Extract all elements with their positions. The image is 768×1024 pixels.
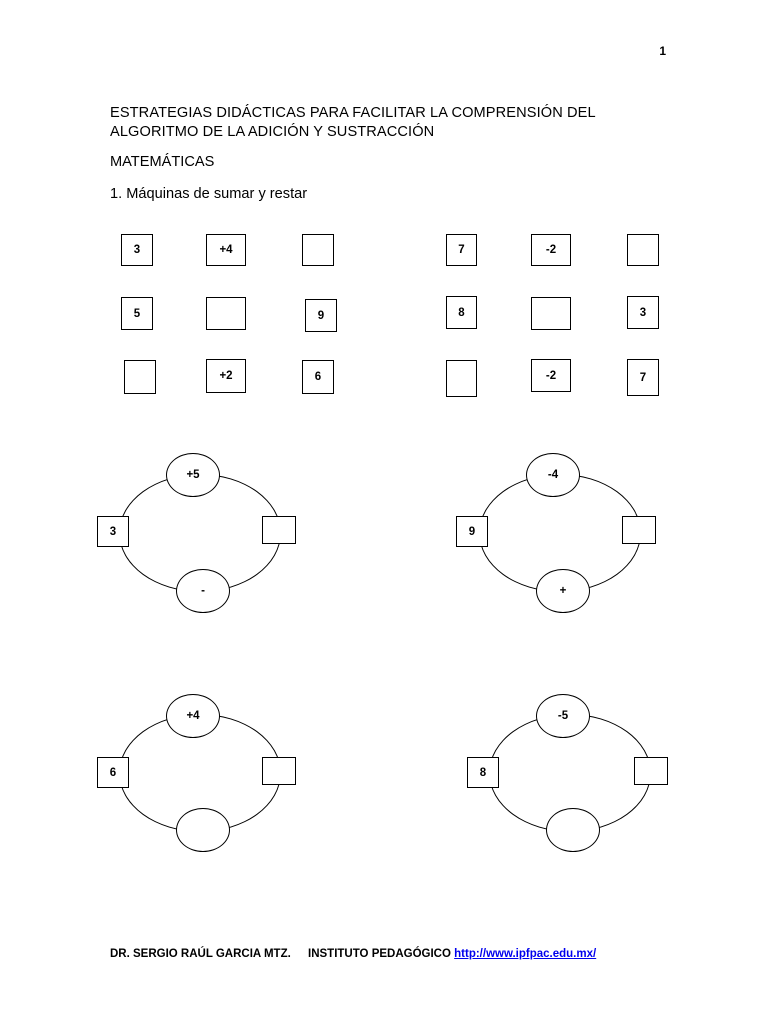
machine-operation-box[interactable] [206, 297, 246, 330]
page-footer [110, 948, 670, 960]
circuit-end-box[interactable] [262, 516, 296, 544]
footer-author: DR. SERGIO RAÚL GARCIA MTZ. [110, 948, 291, 960]
circuit-end-box[interactable] [622, 516, 656, 544]
document-title: ESTRATEGIAS DIDÁCTICAS PARA FACILITAR LA COMPRENSIÓN DEL ALGORITMO DE LA ADICIÓN Y SUSTRACCIÓN [110, 105, 596, 140]
machine-output-box[interactable]: 6 [302, 360, 334, 394]
footer-link[interactable]: http://www.ipfpac.edu.mx/ [454, 948, 597, 960]
circuit-top-operation[interactable]: +5 [166, 453, 220, 497]
machine-input-box[interactable] [446, 360, 477, 397]
circuit-end-box[interactable] [634, 757, 668, 785]
circuit-bottom-operation[interactable] [176, 808, 230, 852]
circuit-top-operation[interactable]: -5 [536, 694, 590, 738]
circuit-bottom-operation[interactable]: - [176, 569, 230, 613]
subject-heading: MATEMÁTICAS [110, 154, 215, 170]
circuit-end-box[interactable] [262, 757, 296, 785]
machine-operation-box[interactable]: +4 [206, 234, 246, 266]
machine-operation-box[interactable] [531, 297, 571, 330]
circuit-bottom-operation[interactable] [546, 808, 600, 852]
circuit-start-box[interactable]: 8 [467, 757, 499, 788]
machine-output-box[interactable] [627, 234, 659, 266]
circuit-top-operation[interactable]: -4 [526, 453, 580, 497]
section-heading: 1. Máquinas de sumar y restar [110, 186, 308, 202]
machine-operation-box[interactable]: +2 [206, 359, 246, 393]
machine-operation-box[interactable]: -2 [531, 359, 571, 392]
machine-output-box[interactable]: 7 [627, 359, 659, 396]
machine-input-box[interactable] [124, 360, 156, 394]
machine-input-box[interactable]: 3 [121, 234, 153, 266]
machine-operation-box[interactable]: -2 [531, 234, 571, 266]
circuit-start-box[interactable]: 3 [97, 516, 129, 547]
circuit-top-operation[interactable]: +4 [166, 694, 220, 738]
machine-input-box[interactable]: 7 [446, 234, 477, 266]
machine-input-box[interactable]: 8 [446, 296, 477, 329]
circuit-start-box[interactable]: 9 [456, 516, 488, 547]
machine-output-box[interactable]: 9 [305, 299, 337, 332]
footer-institution: INSTITUTO PEDAGÓGICO [308, 948, 451, 960]
machine-output-box[interactable]: 3 [627, 296, 659, 329]
circuit-start-box[interactable]: 6 [97, 757, 129, 788]
machine-output-box[interactable] [302, 234, 334, 266]
circuit-bottom-operation[interactable]: + [536, 569, 590, 613]
page-number: 1 [659, 44, 666, 58]
machine-input-box[interactable]: 5 [121, 297, 153, 330]
